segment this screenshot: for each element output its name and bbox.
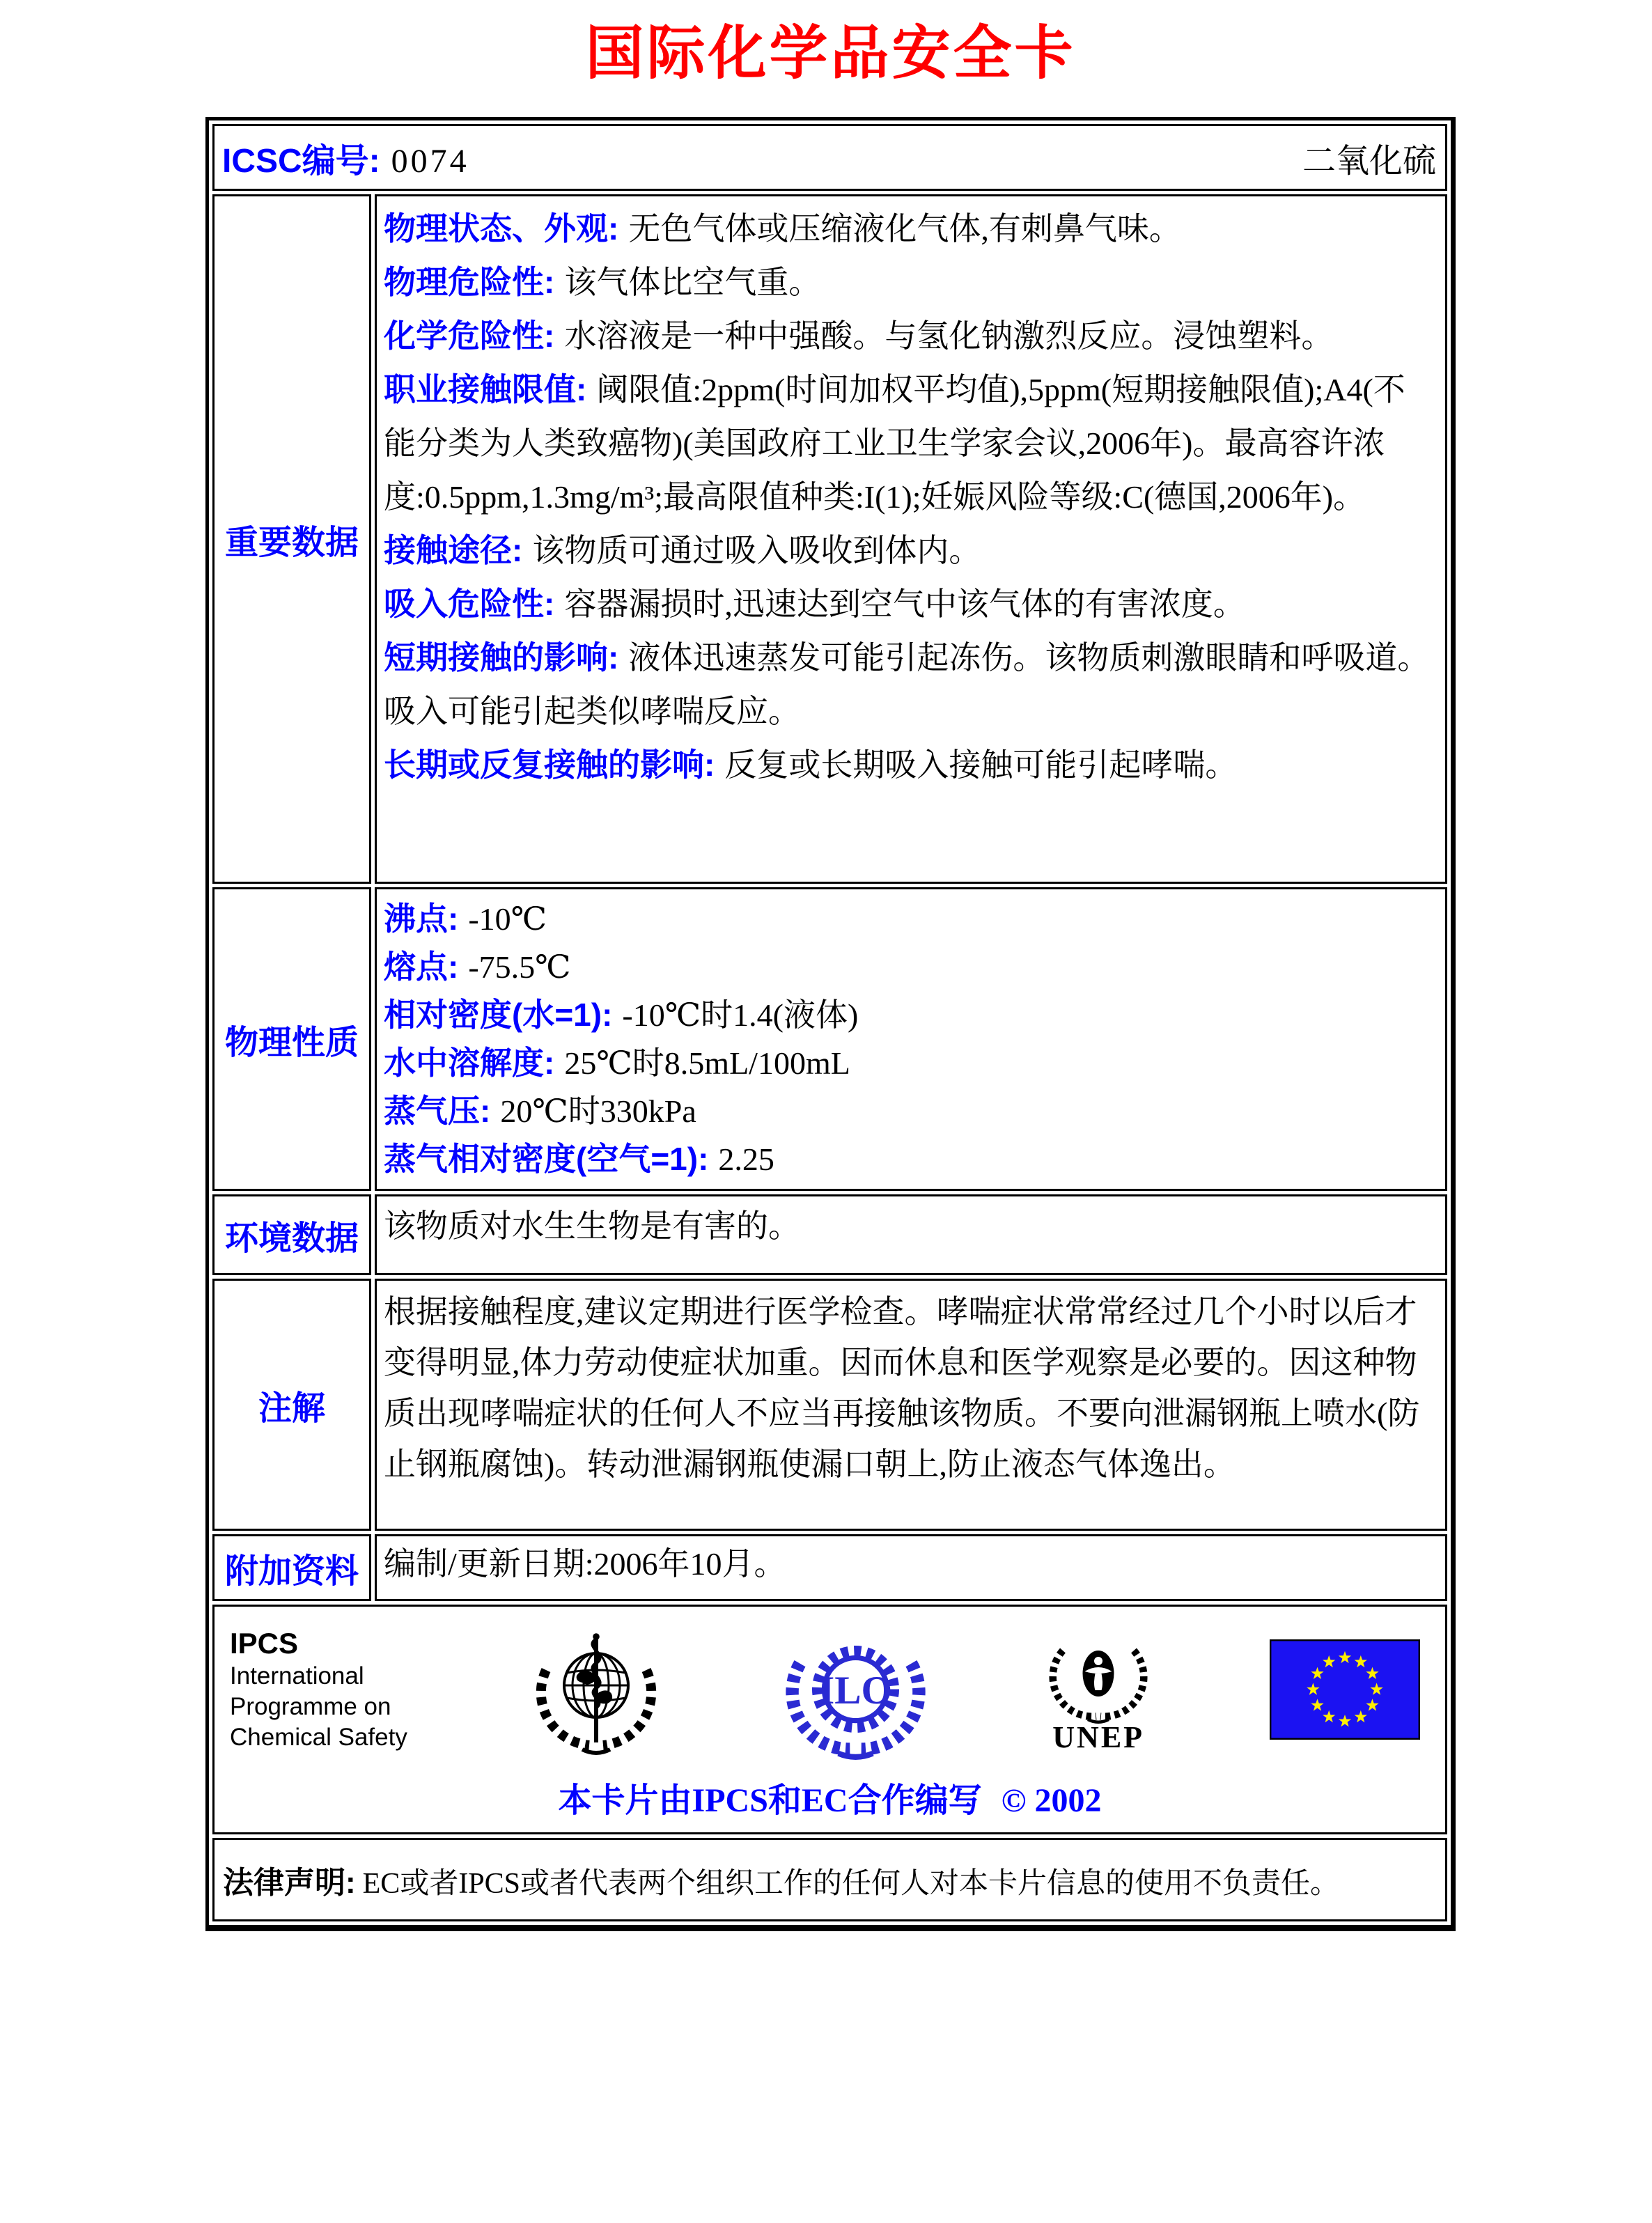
section-content-notes: [375, 1279, 1447, 1531]
section-label-cell-additional: [212, 1534, 371, 1601]
physical-item: [384, 1087, 1435, 1135]
logos-row: [212, 1605, 1447, 1834]
footer-caption: [220, 1773, 1440, 1821]
item-label: 职业接触限值:: [384, 371, 587, 407]
item-text: -10℃: [468, 901, 547, 937]
section-content-environment: [375, 1194, 1447, 1275]
physical-item: [384, 991, 1435, 1039]
icsc-number-group: [222, 134, 469, 182]
item-label: 物理状态、外观:: [384, 210, 619, 247]
page-title: 国际化学品安全卡: [585, 20, 1076, 86]
item-text: 2.25: [718, 1141, 774, 1177]
important-item: [384, 202, 1435, 256]
item-text: 液体迅速蒸发可能引起冻伤。该物质刺激眼睛和呼吸道。吸入可能引起类似哮喘反应。: [384, 640, 1430, 729]
item-label: 蒸气压:: [384, 1093, 491, 1129]
icsc-number-value: 0074: [391, 142, 469, 180]
physical-item: [384, 943, 1435, 991]
item-label: 熔点:: [384, 949, 459, 985]
ipcs-acronym: IPCS: [230, 1626, 299, 1660]
environment-text: 该物质对水生生物是有害的。: [384, 1208, 800, 1244]
item-label: 物理危险性:: [384, 264, 555, 300]
item-label: 长期或反复接触的影响:: [384, 747, 715, 783]
important-item: [384, 577, 1435, 631]
footer-caption-text: 本卡片由IPCS和EC合作编写: [558, 1782, 982, 1819]
ipcs-line: Programme on: [230, 1692, 391, 1720]
ipcs-line: Chemical Safety: [230, 1723, 407, 1751]
item-text: 阈限值:2ppm(时间加权平均值),5ppm(短期接触限值);A4(不能分类为人类致癌物)(美国政府工业卫生学家会议,2006年)。最高容许浓度:0.5ppm,1.3mg/m³;最高限值种类:I(1);妊娠风险等级:C(德国,2006年)。: [384, 372, 1405, 515]
unep-logo-icon: [1046, 1623, 1151, 1755]
svg-text:ILO: ILO: [819, 1669, 893, 1713]
important-item: [384, 738, 1435, 792]
item-text: 该物质可通过吸入吸收到体内。: [532, 533, 981, 568]
item-label: 接触途径:: [384, 532, 523, 568]
section-label-notes: 注解: [258, 1389, 325, 1427]
item-text: 反复或长期吸入接触可能引起哮喘。: [724, 747, 1238, 783]
footer-copyright: © 2002: [1001, 1782, 1102, 1819]
item-text: 容器漏损时,迅速达到空气中该气体的有害浓度。: [564, 586, 1245, 622]
physical-item: [384, 1135, 1435, 1183]
item-text: 该气体比空气重。: [564, 265, 821, 300]
important-item: [384, 256, 1435, 309]
important-item: [384, 631, 1435, 738]
item-label: 化学危险性:: [384, 318, 555, 354]
chemical-name: 二氧化硫: [1302, 142, 1436, 180]
icsc-table: [209, 120, 1451, 1925]
icsc-number-label: ICSC编号:: [222, 142, 380, 180]
item-label: 蒸气相对密度(空气=1):: [384, 1141, 709, 1177]
item-label: 吸入危险性:: [384, 586, 555, 622]
section-label-cell-environment: [212, 1194, 371, 1275]
item-text: -10℃时1.4(液体): [622, 997, 859, 1033]
item-label: 相对密度(水=1):: [384, 997, 613, 1033]
ipcs-line: International: [230, 1662, 364, 1690]
section-content-additional: [375, 1534, 1447, 1601]
section-content-physical: [375, 887, 1447, 1191]
item-text: -75.5℃: [468, 949, 571, 985]
legal-row: [212, 1838, 1447, 1921]
item-label: 短期接触的影响:: [384, 639, 619, 676]
notes-text: 根据接触程度,建议定期进行医学检查。哮喘症状常常经过几个小时以后才变得明显,体力劳动使症状加重。因而休息和医学观察是必要的。因这种物质出现哮喘症状的任何人不应当再接触该物质。不要向泄漏钢瓶上喷水(防止钢瓶腐蚀)。转动泄漏钢瓶使漏口朝上,防止液态气体逸出。: [384, 1294, 1420, 1482]
header-row: [212, 124, 1447, 191]
section-label-cell-physical: [212, 887, 371, 1191]
section-label-cell-notes: [212, 1279, 371, 1531]
ilo-logo-icon: [784, 1618, 927, 1761]
important-item: [384, 363, 1435, 524]
legal-text: EC或者IPCS或者代表两个组织工作的任何人对本卡片信息的使用不负责任。: [362, 1868, 1340, 1900]
icsc-card: [205, 117, 1456, 1931]
item-label: 沸点:: [384, 900, 459, 937]
physical-item: [384, 1039, 1435, 1087]
section-label-important: 重要数据: [224, 524, 359, 561]
item-text: 25℃时8.5mL/100mL: [564, 1045, 850, 1081]
section-content-important: [375, 194, 1447, 884]
additional-text: 编制/更新日期:2006年10月。: [384, 1546, 786, 1582]
section-label-cell-important: [212, 194, 371, 884]
section-label-physical: 物理性质: [224, 1024, 359, 1061]
section-label-additional: 附加资料: [224, 1552, 359, 1590]
ipcs-text-block: [230, 1626, 407, 1753]
item-text: 20℃时330kPa: [500, 1093, 696, 1129]
eu-flag-icon: [1270, 1639, 1420, 1740]
section-label-environment: 环境数据: [224, 1219, 359, 1257]
item-text: 无色气体或压缩液化气体,有刺鼻气味。: [628, 211, 1181, 247]
physical-item: [384, 895, 1435, 943]
item-label: 水中溶解度:: [384, 1045, 555, 1081]
who-logo-icon: [527, 1620, 666, 1759]
important-item: [384, 524, 1435, 577]
unep-logo-text: UNEP: [1052, 1720, 1145, 1754]
item-text: 水溶液是一种中强酸。与氢化钠激烈反应。浸蚀塑料。: [564, 318, 1334, 354]
important-item: [384, 309, 1435, 363]
legal-label: 法律声明:: [223, 1866, 356, 1900]
